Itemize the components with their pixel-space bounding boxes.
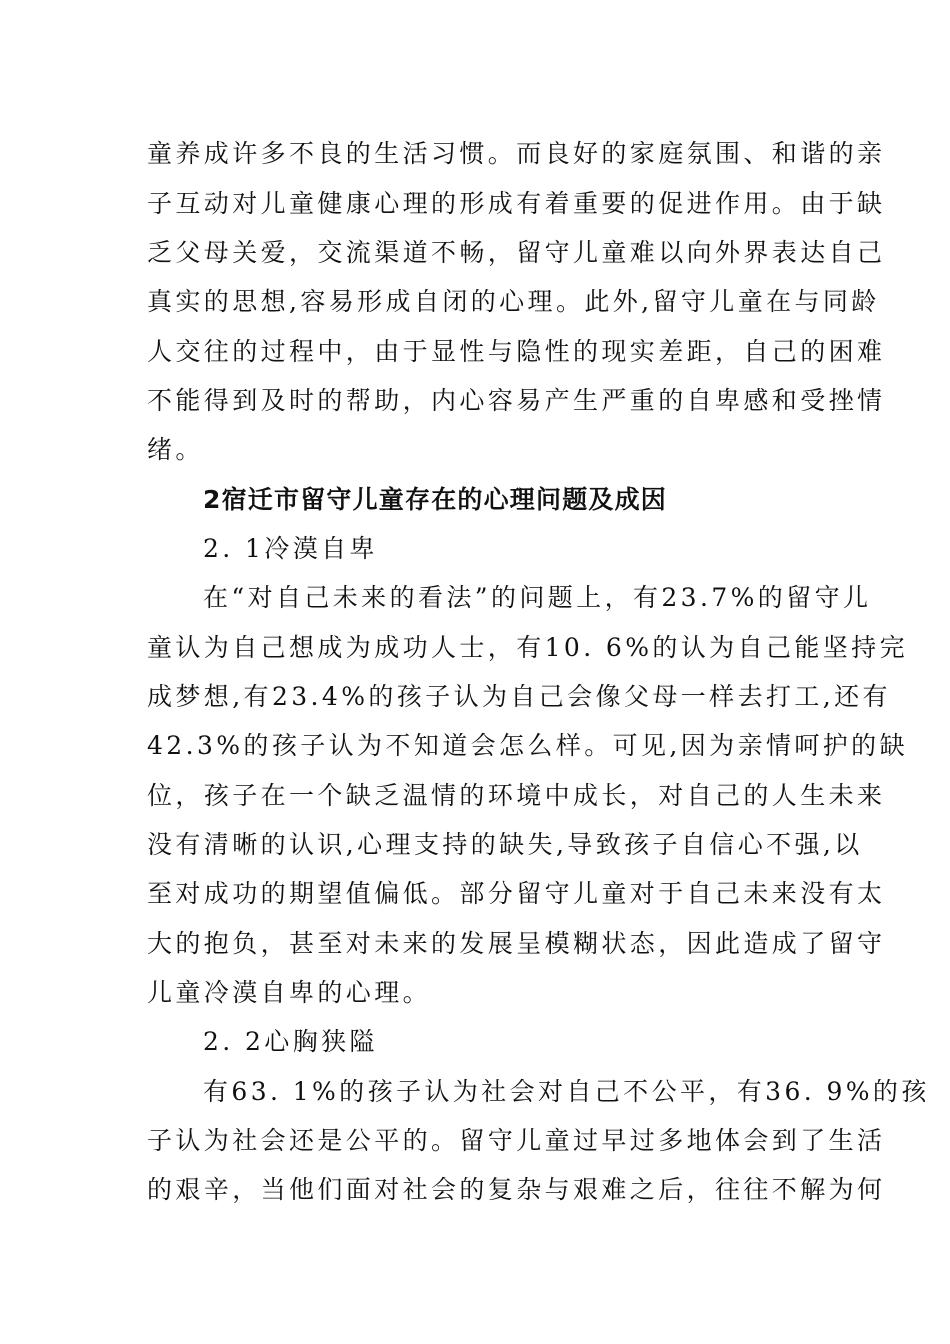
- body-text-line: 的艰辛，当他们面对社会的复杂与艰难之后，往往不解为何: [147, 1175, 886, 1204]
- body-text-line: 子互动对儿童健康心理的形成有着重要的促进作用。由于缺: [147, 189, 886, 218]
- body-text-line: 成梦想,有23.4%的孩子认为自己会像父母一样去打工,还有: [147, 682, 891, 711]
- body-text-line: 人交往的过程中，由于显性与隐性的现实差距，自己的困难: [147, 337, 886, 366]
- body-text-line: 真实的思想,容易形成自闭的心理。此外,留守儿童在与同龄: [147, 287, 880, 316]
- body-text-line: 42.3%的孩子认为不知道会怎么样。可见,因为亲情呵护的缺: [147, 731, 908, 760]
- body-text-line: 没有清晰的认识,心理支持的缺失,导致孩子自信心不强,以: [147, 830, 863, 859]
- body-text-line: 童养成许多不良的生活习惯。而良好的家庭氛围、和谐的亲: [147, 139, 886, 168]
- body-text-line: 乏父母关爱，交流渠道不畅，留守儿童难以向外界表达自己: [147, 238, 886, 267]
- body-text-line: 至对成功的期望值偏低。部分留守儿童对于自己未来没有太: [147, 879, 886, 908]
- subsection-heading: 2. 2心胸狭隘: [203, 1027, 378, 1056]
- body-text-line: 位，孩子在一个缺乏温情的环境中成长，对自己的人生未来: [147, 781, 886, 810]
- body-text-line: 大的抱负，甚至对未来的发展呈模糊状态，因此造成了留守: [147, 929, 886, 958]
- body-text-line: 儿童冷漠自卑的心理。: [147, 978, 432, 1007]
- section-heading: 2宿迁市留守儿童存在的心理问题及成因: [203, 485, 667, 514]
- body-text-line: 不能得到及时的帮助，内心容易产生严重的自卑感和受挫情: [147, 386, 886, 415]
- body-text-line: 绪。: [147, 435, 204, 464]
- body-text-line: 有63. 1%的孩子认为社会对自己不公平，有36. 9%的孩: [203, 1077, 930, 1106]
- body-text-line: 在“对自己未来的看法”的问题上，有23.7%的留守儿: [203, 583, 872, 612]
- body-text-line: 童认为自己想成为成功人士，有10. 6%的认为自己能坚持完: [147, 633, 908, 662]
- body-text-line: 子认为社会还是公平的。留守儿童过早过多地体会到了生活: [147, 1126, 886, 1155]
- subsection-heading: 2. 1冷漠自卑: [203, 534, 378, 563]
